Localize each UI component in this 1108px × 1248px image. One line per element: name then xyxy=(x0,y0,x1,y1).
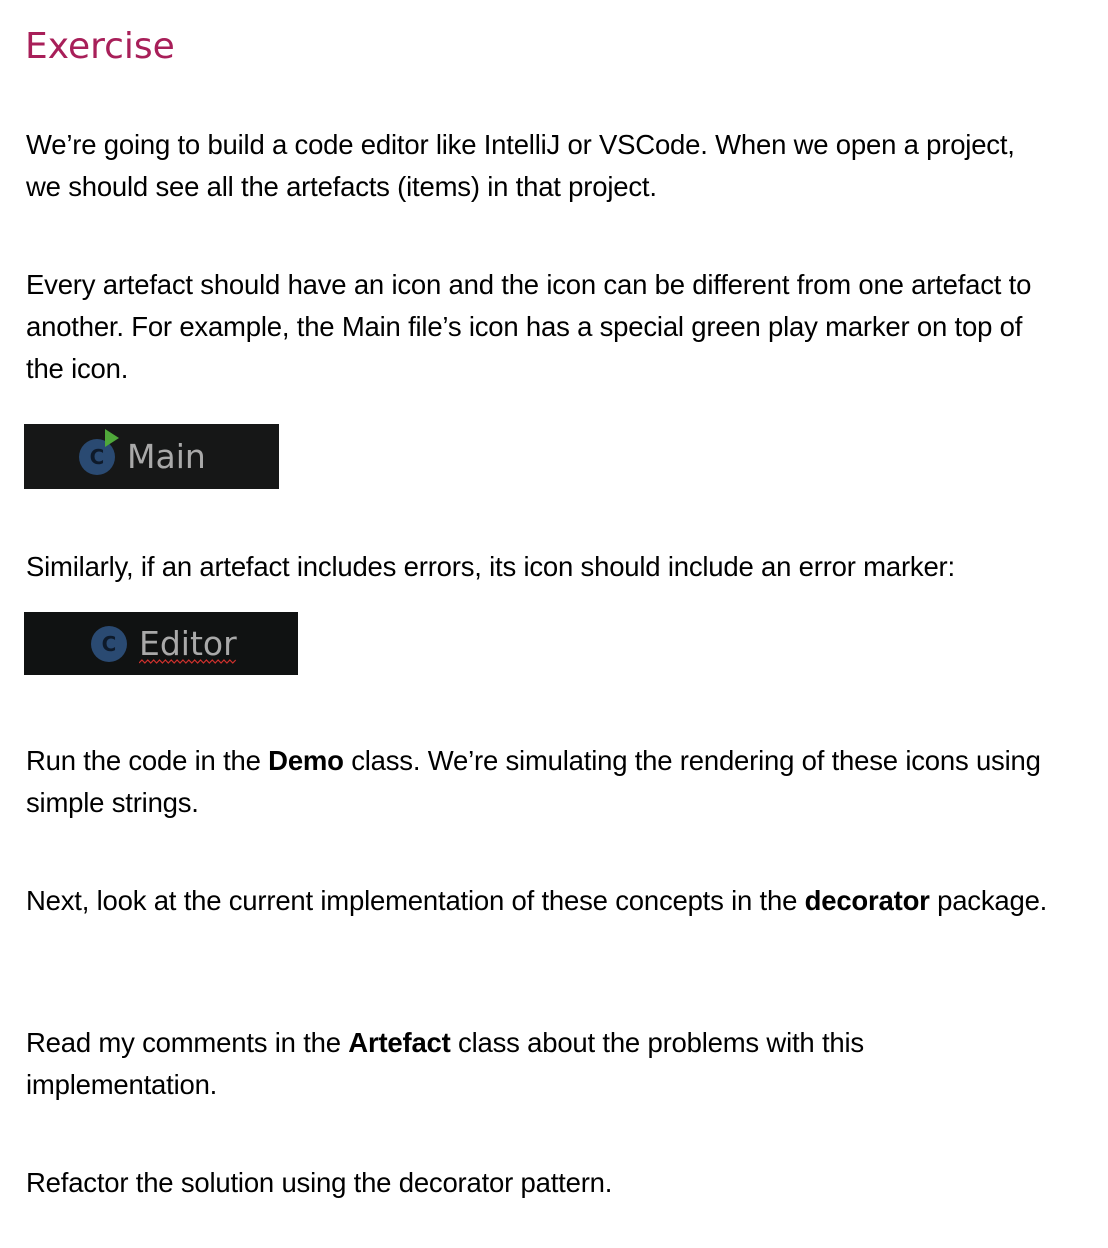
decorator-paragraph xyxy=(26,880,1056,922)
decorator-text-after: package. xyxy=(929,885,1048,916)
icon-paragraph: Every artefact should have an icon and the icon can be different from one artefact to another. For example, the Main file’s icon has a special green play marker on top of the icon. xyxy=(26,269,1032,384)
class-c-icon: C xyxy=(79,439,115,475)
artefact-text-after: class about the problems with this implementation. xyxy=(26,1027,864,1100)
class-file-icon xyxy=(79,439,115,475)
demo-paragraph xyxy=(26,740,1056,824)
main-file-label: Main xyxy=(127,436,206,476)
demo-text-before: Run the code in the xyxy=(26,745,269,776)
error-paragraph: Similarly, if an artefact includes errors, its icon should include an error marker: xyxy=(26,551,955,582)
decorator-text-before: Next, look at the current implementation of these concepts in the xyxy=(26,885,805,916)
editor-file-label: Editor xyxy=(139,623,237,663)
demo-text-after: class. We’re simulating the rendering of these icons using simple strings. xyxy=(26,745,1041,818)
refactor-paragraph: Refactor the solution using the decorator pattern. xyxy=(26,1167,613,1198)
decorator-package-name: decorator xyxy=(804,885,930,916)
artefact-text-before: Read my comments in the xyxy=(26,1027,349,1058)
intro-paragraph: We’re going to build a code editor like IntelliJ or VSCode. When we open a project, we should see all the artefacts (items) in that project. xyxy=(26,129,1015,202)
error-marker-icon xyxy=(139,659,237,664)
artefact-paragraph xyxy=(26,1022,1056,1106)
main-file-example xyxy=(24,424,279,489)
play-marker-icon xyxy=(105,429,119,447)
demo-class-name: Demo xyxy=(268,745,344,776)
page-title: Exercise xyxy=(25,26,175,67)
class-file-icon xyxy=(91,626,127,662)
editor-file-example xyxy=(24,612,298,675)
artefact-class-name: Artefact xyxy=(348,1027,451,1058)
editor-file-label-wrap xyxy=(139,624,237,664)
class-c-icon: C xyxy=(91,626,127,662)
